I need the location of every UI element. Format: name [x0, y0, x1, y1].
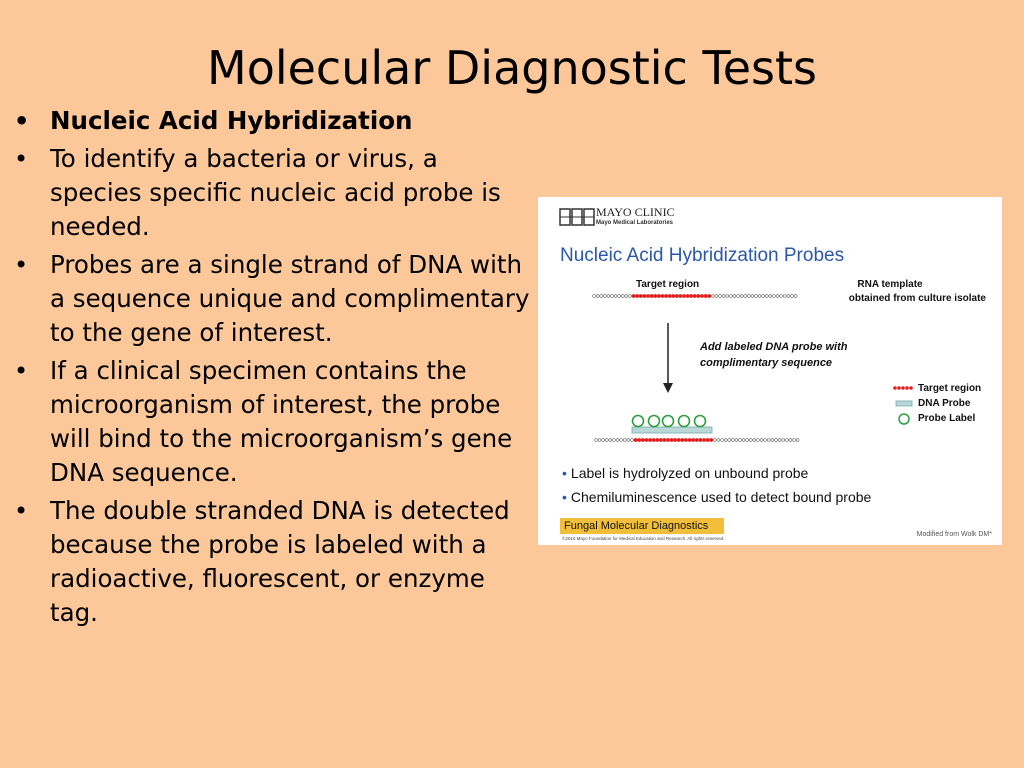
- target-nucleotide: [636, 295, 639, 298]
- nucleotide: [605, 439, 608, 442]
- target-nucleotide: [683, 295, 686, 298]
- legend-target-dot: [905, 386, 909, 390]
- target-nucleotide: [690, 295, 693, 298]
- nucleotide: [778, 439, 781, 442]
- target-nucleotide: [663, 439, 666, 442]
- target-nucleotide: [685, 439, 688, 442]
- target-nucleotide: [704, 295, 707, 298]
- target-nucleotide: [659, 439, 662, 442]
- bullet-text: If a clinical specimen contains the microorganism of interest, the probe will bind to the microorganism’s gene DNA sequence.: [50, 356, 513, 487]
- nucleotide: [739, 439, 742, 442]
- target-nucleotide: [668, 295, 671, 298]
- nucleotide: [719, 295, 722, 298]
- nucleotide: [737, 295, 740, 298]
- nucleotide: [735, 439, 738, 442]
- logo-sub-text: Mayo Medical Laboratories: [596, 220, 674, 226]
- target-nucleotide: [647, 295, 650, 298]
- nucleotide: [733, 295, 736, 298]
- nucleotide: [618, 295, 621, 298]
- nucleotide: [782, 439, 785, 442]
- probe-label-circle: [663, 416, 674, 427]
- add-probe-line1: Add labeled DNA probe with: [700, 341, 848, 353]
- nucleotide: [744, 295, 747, 298]
- note-bullet-icon: •: [562, 489, 567, 505]
- rna-template-sublabel: obtained from culture isolate: [848, 293, 986, 304]
- nucleotide: [724, 439, 727, 442]
- target-nucleotide: [649, 439, 652, 442]
- nucleotide: [715, 295, 718, 298]
- target-nucleotide: [703, 439, 706, 442]
- target-nucleotide: [667, 439, 670, 442]
- target-nucleotide: [677, 439, 680, 442]
- figure-note-item: [562, 489, 871, 505]
- nucleotide: [711, 295, 714, 298]
- bullet-icon: •: [14, 107, 30, 135]
- probe-label-circle: [679, 416, 690, 427]
- target-nucleotide: [688, 439, 691, 442]
- target-nucleotide: [681, 439, 684, 442]
- probe-label-circle: [649, 416, 660, 427]
- mayo-logo: [596, 207, 675, 229]
- nucleotide: [793, 439, 796, 442]
- bullet-text: Probes are a single strand of DNA with a sequence unique and complimentary to the gene of interest.: [50, 250, 530, 347]
- target-nucleotide: [679, 295, 682, 298]
- target-nucleotide: [701, 295, 704, 298]
- nucleotide: [600, 295, 603, 298]
- target-nucleotide: [634, 439, 637, 442]
- legend-target-region: Target region: [918, 383, 982, 394]
- note-bullet-icon: •: [562, 465, 567, 481]
- target-nucleotide: [656, 439, 659, 442]
- target-nucleotide: [670, 439, 673, 442]
- nucleotide: [757, 439, 760, 442]
- bullet-item: [12, 142, 537, 244]
- slide-title: Molecular Diagnostic Tests: [207, 41, 817, 95]
- nucleotide: [746, 439, 749, 442]
- bullet-item: [12, 354, 537, 490]
- target-nucleotide: [693, 295, 696, 298]
- nucleotide: [614, 295, 617, 298]
- nucleotide: [623, 439, 626, 442]
- legend-target-dot: [909, 386, 913, 390]
- target-nucleotide: [686, 295, 689, 298]
- legend-probe-label: Probe Label: [918, 413, 976, 424]
- target-nucleotide: [710, 439, 713, 442]
- target-nucleotide: [652, 439, 655, 442]
- nucleotide: [760, 439, 763, 442]
- nucleotide: [603, 295, 606, 298]
- nucleotide: [616, 439, 619, 442]
- nucleotide: [609, 439, 612, 442]
- target-nucleotide: [692, 439, 695, 442]
- nucleotide: [728, 439, 731, 442]
- nucleotide: [742, 439, 745, 442]
- nucleotide: [717, 439, 720, 442]
- target-nucleotide: [674, 439, 677, 442]
- legend-target-dot: [893, 386, 897, 390]
- target-nucleotide: [665, 295, 668, 298]
- nucleotide: [631, 439, 634, 442]
- nucleotide: [783, 295, 786, 298]
- target-nucleotide: [708, 295, 711, 298]
- figure-title: Nucleic Acid Hybridization Probes: [560, 245, 845, 266]
- target-nucleotide: [645, 439, 648, 442]
- target-nucleotide: [643, 295, 646, 298]
- nucleotide: [776, 295, 779, 298]
- target-nucleotide: [672, 295, 675, 298]
- legend-dna-probe-icon: [896, 401, 912, 406]
- legend-probe-label-icon: [899, 414, 909, 424]
- nucleotide: [767, 439, 770, 442]
- target-nucleotide: [699, 439, 702, 442]
- target-nucleotide: [639, 295, 642, 298]
- hybridization-figure: [538, 197, 1002, 545]
- legend-target-region-icon: [893, 386, 913, 390]
- nucleotide: [769, 295, 772, 298]
- add-probe-note: [700, 339, 848, 371]
- legend-dna-probe: DNA Probe: [918, 398, 971, 409]
- rna-template-strand: [593, 295, 798, 298]
- figure-note-text: Chemiluminescence used to detect bound probe: [570, 489, 872, 505]
- modified-credit: Modified from Wolk DM*: [916, 531, 992, 538]
- nucleotide: [620, 439, 623, 442]
- logo-main-text: MAYO CLINIC: [596, 205, 675, 219]
- nucleotide: [755, 295, 758, 298]
- nucleotide: [722, 295, 725, 298]
- footer-band: Fungal Molecular Diagnostics: [560, 518, 724, 534]
- target-nucleotide: [697, 295, 700, 298]
- probe-label-circle: [633, 416, 644, 427]
- probe-labels: [633, 416, 706, 427]
- nucleotide: [747, 295, 750, 298]
- copyright-text: ©2010 Mayo Foundation for Medical Education and Research. All rights reserved.: [562, 536, 725, 541]
- bullet-item: [12, 248, 537, 350]
- nucleotide: [771, 439, 774, 442]
- nucleotide: [749, 439, 752, 442]
- nucleotide: [596, 295, 599, 298]
- figure-note-text: Label is hydrolyzed on unbound probe: [570, 465, 809, 481]
- nucleotide: [764, 439, 767, 442]
- nucleotide: [773, 295, 776, 298]
- target-nucleotide: [632, 295, 635, 298]
- nucleotide: [789, 439, 792, 442]
- target-region-label: Target region: [636, 279, 700, 290]
- bullet-icon: •: [14, 251, 29, 279]
- legend-target-dot: [897, 386, 901, 390]
- nucleotide: [726, 295, 729, 298]
- nucleotide: [753, 439, 756, 442]
- hybridized-strand: [595, 439, 800, 442]
- nucleotide: [729, 295, 732, 298]
- nucleotide: [593, 295, 596, 298]
- bullet-icon: •: [14, 145, 29, 173]
- dna-probe-bar: [632, 427, 712, 433]
- add-probe-line2: complimentary sequence: [700, 357, 833, 369]
- figure-note-item: [562, 465, 808, 481]
- nucleotide: [794, 295, 797, 298]
- bullet-item: [12, 104, 537, 138]
- nucleotide: [721, 439, 724, 442]
- nucleotide: [765, 295, 768, 298]
- nucleotide: [595, 439, 598, 442]
- nucleotide: [780, 295, 783, 298]
- nucleotide: [751, 295, 754, 298]
- target-nucleotide: [654, 295, 657, 298]
- bullet-text: The double stranded DNA is detected because the probe is labeled with a radioactive, fluorescent, or enzyme tag.: [50, 496, 510, 627]
- nucleotide: [787, 295, 790, 298]
- bullet-icon: •: [14, 497, 29, 525]
- legend-target-dot: [901, 386, 905, 390]
- bullet-text: To identify a bacteria or virus, a species specific nucleic acid probe is needed.: [50, 144, 501, 241]
- bullet-text: Nucleic Acid Hybridization: [50, 106, 413, 135]
- target-nucleotide: [641, 439, 644, 442]
- target-nucleotide: [638, 439, 641, 442]
- nucleotide: [713, 439, 716, 442]
- target-nucleotide: [650, 295, 653, 298]
- down-arrow-icon: [663, 323, 673, 393]
- nucleotide: [627, 439, 630, 442]
- nucleotide: [598, 439, 601, 442]
- nucleotide: [621, 295, 624, 298]
- target-nucleotide: [657, 295, 660, 298]
- probe-label-circle: [695, 416, 706, 427]
- nucleotide: [731, 439, 734, 442]
- target-nucleotide: [675, 295, 678, 298]
- target-nucleotide: [661, 295, 664, 298]
- rna-template-label: RNA template: [857, 279, 923, 290]
- nucleotide: [740, 295, 743, 298]
- nucleotide: [613, 439, 616, 442]
- nucleotide: [796, 439, 799, 442]
- target-nucleotide: [695, 439, 698, 442]
- nucleotide: [611, 295, 614, 298]
- bullet-icon: •: [14, 357, 29, 385]
- nucleotide: [758, 295, 761, 298]
- nucleotide: [785, 439, 788, 442]
- nucleotide: [602, 439, 605, 442]
- bullet-item: [12, 494, 537, 630]
- nucleotide: [607, 295, 610, 298]
- target-nucleotide: [706, 439, 709, 442]
- mayo-logo-icon: [560, 209, 594, 225]
- nucleotide: [625, 295, 628, 298]
- nucleotide: [791, 295, 794, 298]
- nucleotide: [629, 295, 632, 298]
- nucleotide: [775, 439, 778, 442]
- bullet-list: [12, 104, 537, 634]
- nucleotide: [762, 295, 765, 298]
